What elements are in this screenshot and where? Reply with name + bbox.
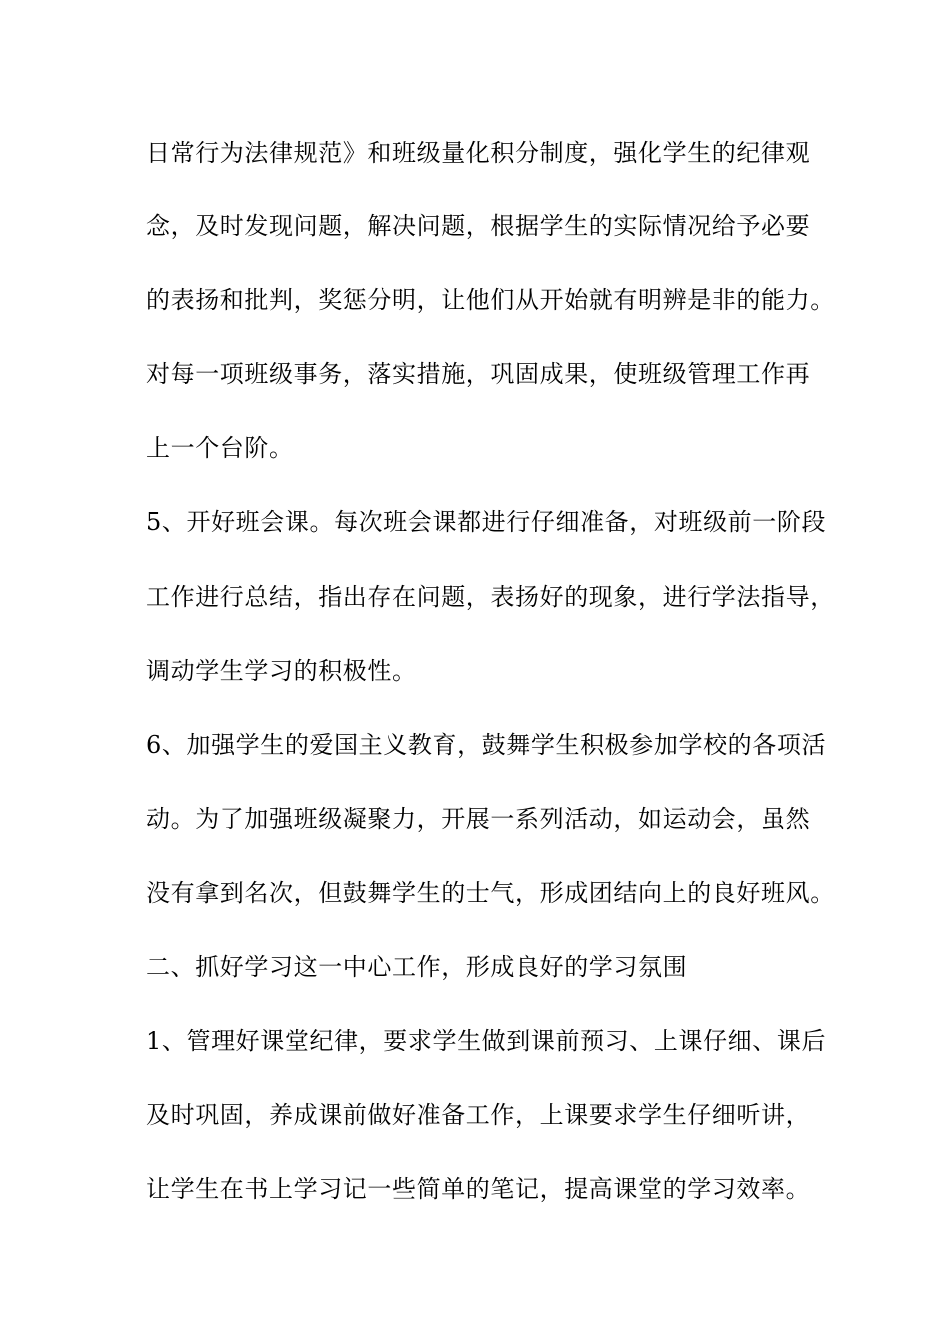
text-line: 上一个台阶。 [146, 434, 294, 462]
text-line: 工作进行总结，指出存在问题，表扬好的现象，进行学法指导， [146, 583, 835, 611]
text-line: 6、加强学生的爱国主义教育，鼓舞学生积极参加学校的各项活 [146, 731, 827, 759]
text-line: 及时巩固，养成课前做好准备工作，上课要求学生仔细听讲， [146, 1101, 811, 1129]
text-line: 日常行为法律规范》和班级量化积分制度，强化学生的纪律观 [146, 139, 811, 167]
text-line: 对每一项班级事务，落实措施，巩固成果，使班级管理工作再 [146, 360, 811, 388]
text-line: 念，及时发现问题，解决问题，根据学生的实际情况给予必要 [146, 212, 811, 240]
text-line: 5、开好班会课。每次班会课都进行仔细准备，对班级前一阶段 [146, 508, 827, 536]
text-line: 调动学生学习的积极性。 [146, 657, 417, 685]
text-line: 的表扬和批判，奖惩分明，让他们从开始就有明辨是非的能力。 [146, 286, 835, 314]
text-line: 没有拿到名次，但鼓舞学生的士气，形成团结向上的良好班风。 [146, 879, 835, 907]
text-line: 让学生在书上学习记一些简单的笔记，提高课堂的学习效率。 [146, 1175, 811, 1203]
text-line: 1、管理好课堂纪律，要求学生做到课前预习、上课仔细、课后 [146, 1027, 827, 1055]
text-line: 动。为了加强班级凝聚力，开展一系列活动，如运动会，虽然 [146, 805, 811, 833]
section-heading: 二、抓好学习这一中心工作，形成良好的学习氛围 [146, 953, 688, 981]
